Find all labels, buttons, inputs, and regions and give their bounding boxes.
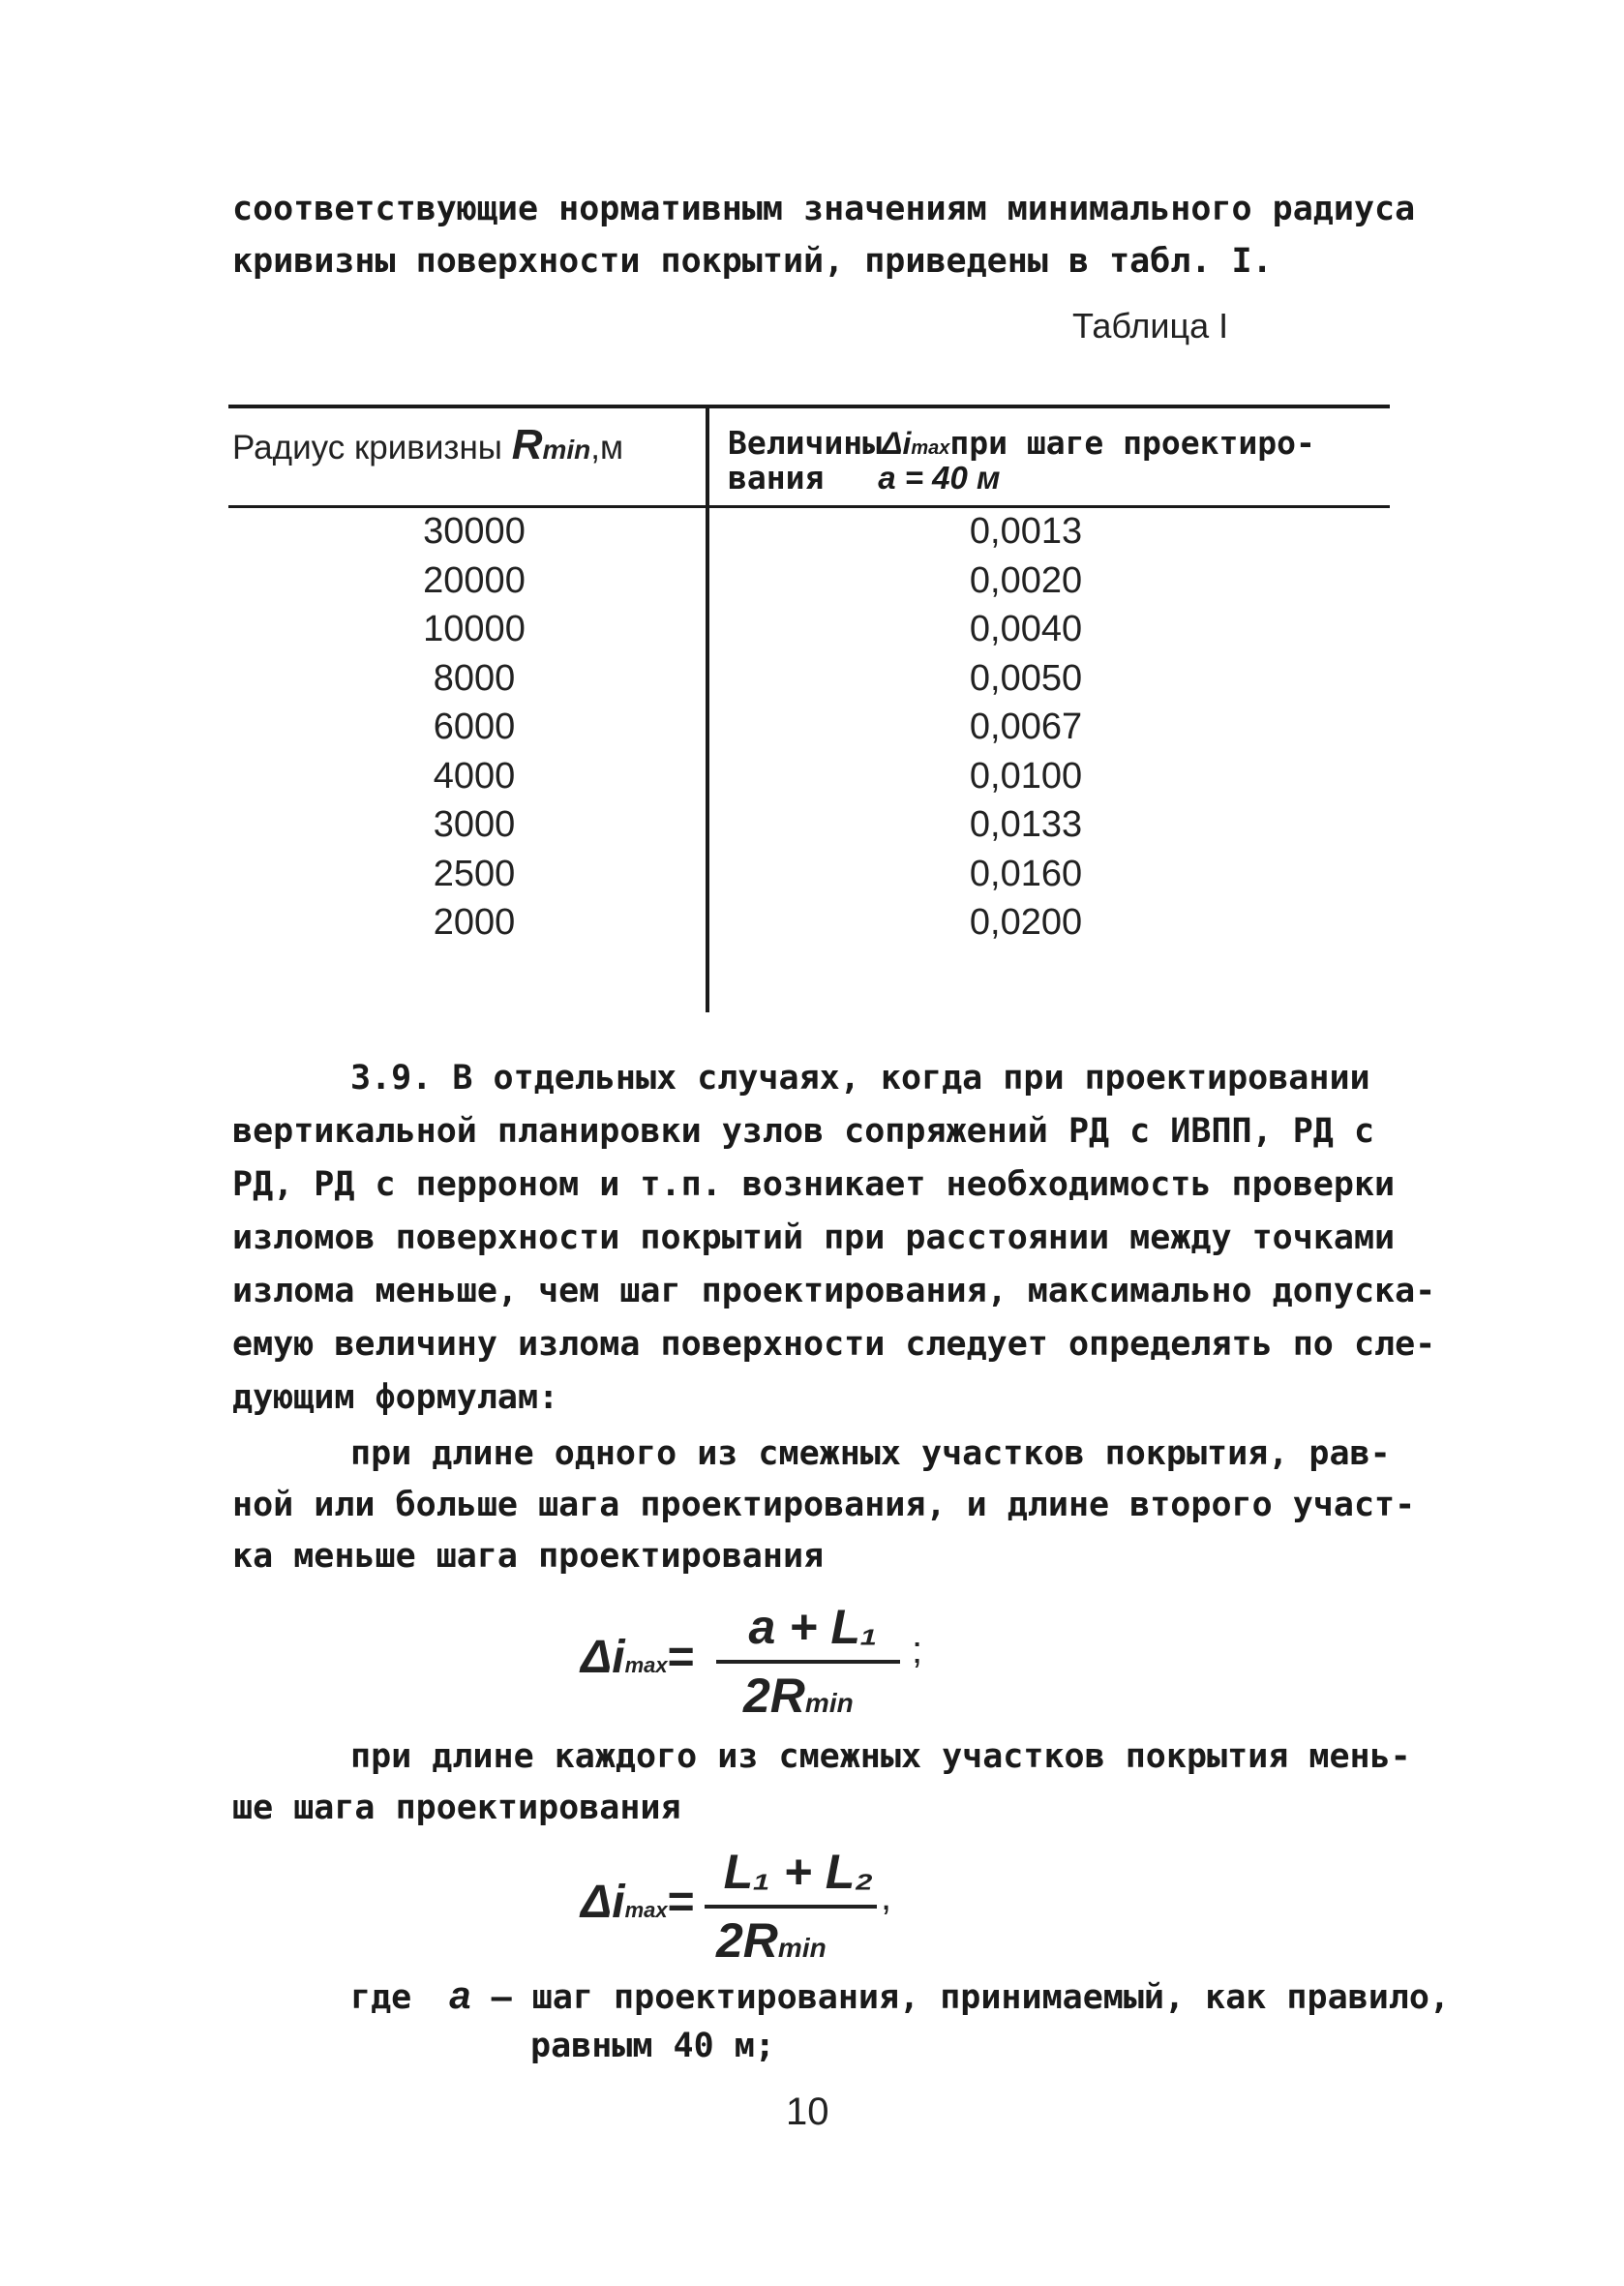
table-cell-delta-i: 0,0100 [969,756,1083,797]
col1-header-text: Радиус кривизны [232,429,502,466]
section-line-2: вертикальной планировки узлов сопряжений РД с ИВПП, РД с [232,1112,1375,1151]
intro-line-1: соответствующие нормативным значениям минимального радиуса [232,190,1416,228]
page-number: 10 [786,2090,829,2133]
case2-line-1: при длине каждого из смежных участков покрытия мень- [350,1737,1411,1776]
formula-1-bar [716,1660,900,1664]
table-cell-radius: 4000 [433,756,516,797]
intro-line-2: кривизны поверхности покрытий, приведены в табл. I. [232,242,1273,281]
table-cell-radius: 10000 [423,609,526,649]
col2-header-line2-formula: a = 40 м [878,460,1001,496]
table-cell-radius: 8000 [433,658,516,699]
formula-2-lhs: Δimax= [581,1877,695,1928]
table-cell-delta-i: 0,0067 [969,707,1083,747]
col2-header-text: Величины [728,424,882,462]
table-header-rule [228,505,1390,508]
formula-2-bar [705,1905,877,1909]
section-line-4: изломов поверхности покрытий при расстоянии между точками [232,1218,1396,1257]
table-caption: Таблица I [1072,306,1229,346]
formula-1-lhs: Δimax= [581,1632,695,1683]
table-cell-delta-i: 0,0050 [969,658,1083,699]
col1-header-sub: min [542,435,591,465]
col2-header-rest: при шаге проектиро- [949,424,1315,462]
section-line-1: 3.9. В отдельных случаях, когда при проектировании [350,1059,1370,1098]
table-column-divider [706,405,709,1012]
where-text: – шаг проектирования, принимаемый, как правило, [491,1978,1450,2017]
table-cell-delta-i: 0,0040 [969,609,1083,649]
formula-2-numerator: L₁ + L₂ [723,1845,874,1899]
where-prefix: где [350,1978,412,2017]
case1-line-1: при длине одного из смежных участков покрытия, рав- [350,1434,1391,1473]
case1-line-3: ка меньше шага проектирования [232,1537,825,1576]
formula-2-denominator: 2Rmin [716,1913,827,1968]
table-top-rule [228,405,1390,408]
table-col2-header-line1 [728,424,1315,462]
table-cell-radius: 30000 [423,511,526,552]
formula-1-denominator: 2Rmin [743,1669,854,1723]
table-col1-header [232,421,623,469]
section-line-6: емую величину излома поверхности следует определять по сле- [232,1325,1436,1364]
table-cell-delta-i: 0,0020 [969,560,1083,601]
table-cell-radius: 6000 [433,707,516,747]
section-line-7: дующим формулам: [232,1378,559,1417]
formula-1-tail: ; [912,1629,923,1671]
table-cell-delta-i: 0,0013 [969,511,1083,552]
section-line-5: излома меньше, чем шаг проектирования, максимально допуска- [232,1272,1436,1310]
where-line-1 [350,1974,1450,2018]
table-cell-delta-i: 0,0200 [969,902,1083,943]
section-line-3: РД, РД с перроном и т.п. возникает необходимость проверки [232,1165,1396,1204]
formula-2-tail: , [881,1876,892,1918]
table-cell-radius: 20000 [423,560,526,601]
table-cell-radius: 2000 [433,902,516,943]
table-col2-header-line2 [728,459,1000,496]
table-cell-radius: 3000 [433,804,516,845]
where-symbol: a [449,1974,471,2017]
where-line-2: равным 40 м; [530,2027,775,2065]
table-cell-delta-i: 0,0133 [969,804,1083,845]
formula-1-numerator: a + L₁ [748,1600,878,1654]
col2-header-sub: max [911,437,950,459]
col1-header-unit: ,м [590,429,624,466]
case2-line-2: ше шага проектирования [232,1789,681,1827]
table-cell-radius: 2500 [433,854,516,894]
case1-line-2: ной или больше шага проектирования, и длине второго участ- [232,1486,1416,1524]
col2-header-symbol: Δi [881,426,912,461]
col1-header-symbol: R [511,421,543,468]
col2-header-line2-text: вания [728,459,825,496]
table-cell-delta-i: 0,0160 [969,854,1083,894]
